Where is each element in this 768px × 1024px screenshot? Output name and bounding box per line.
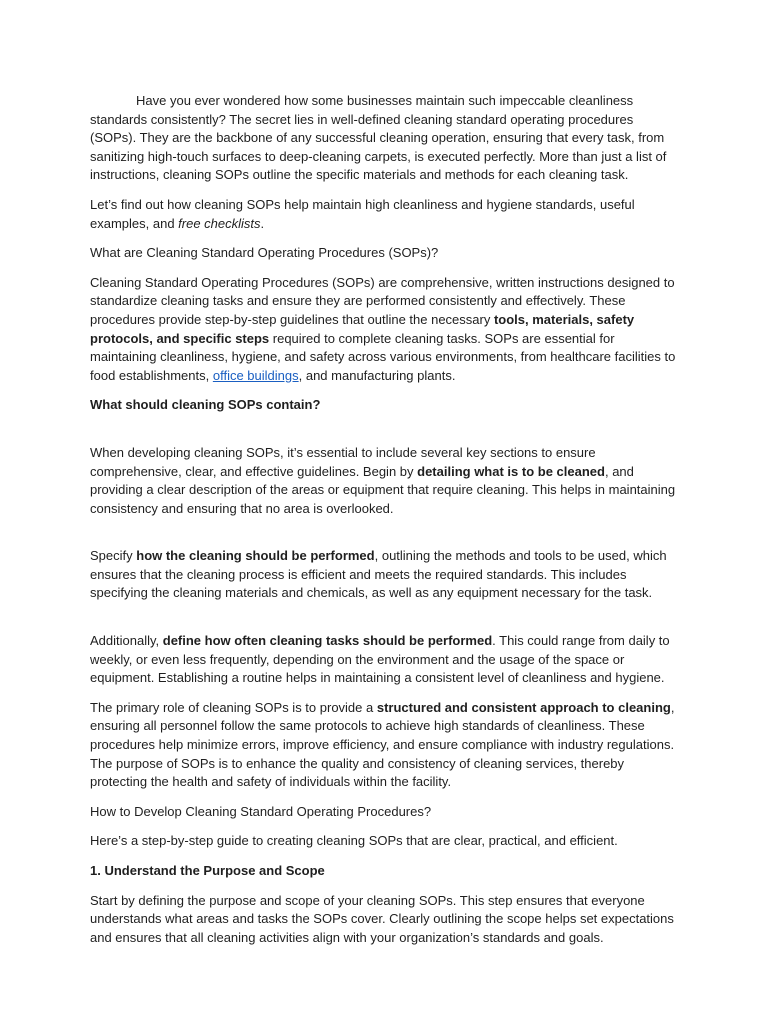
office-buildings-link[interactable]: office buildings [212,367,299,383]
sop-contents-heading: What should cleaning SOPs contain? [90,397,321,413]
step1-heading: 1. Understand the Purpose and Scope [90,863,325,878]
how-to-clean-paragraph: Specify how the cleaning should be performed, outlining the methods and tools to be used, which ensures that the cleaning process is efficient and meets the required standards. This includes specifying the cleaning materials and chemicals, as well as any equipment necessary for the task. [90,548,667,601]
step1-body: Start by defining the purpose and scope of your cleaning SOPs. This step ensures that everyone understands what areas and tasks the SOPs cover. Clearly outlining the scope helps set expectations and ensures that all cleaning activities align with your organization’s standards and goals. [90,892,674,945]
sop-definition-paragraph: Cleaning Standard Operating Procedures (SOPs) are comprehensive, written instructions designed to standardize cleaning tasks and ensure they are performed consistently and effectively. These procedures provide step-by-step guidelines that outline the necessary tools, materials, safety protocols, and specific steps required to complete cleaning tasks. SOPs are essential for maintaining cleanliness, hygiene, and safety across various environments, from healthcare facilities to food establishments, office buildings, and manufacturing plants. [90,274,676,383]
document-page [90,92,682,958]
intro-paragraph: Have you ever wondered how some businesses maintain such impeccable cleanliness standards consistently? The secret lies in well-defined cleaning standard operating procedures (SOPs). They are the backbone of any successful cleaning operation, ensuring that every task, from sanitizing high-touch surfaces to deep-cleaning carpets, is executed perfectly. More than just a list of instructions, cleaning SOPs outline the specific materials and methods for each cleaning task. [90,93,667,183]
what-are-sops-heading: What are Cleaning Standard Operating Procedures (SOPs)? [90,245,439,261]
primary-role-paragraph: The primary role of cleaning SOPs is to provide a structured and consistent approach to cleaning, ensuring all personnel follow the same protocols to achieve high standards of cleanliness. These procedures help minimize errors, improve efficiency, and ensure compliance with industry regulations. The purpose of SOPs is to enhance the quality and consistency of cleaning services, thereby protecting the health and safety of individuals within the facility. [90,699,675,790]
free-checklists-text: free checklists [178,215,261,231]
step-guide-intro: Here’s a step-by-step guide to creating cleaning SOPs that are clear, practical, and efficient. [90,833,618,849]
intro-followup-paragraph: Let’s find out how cleaning SOPs help maintain high cleanliness and hygiene standards, useful examples, and free checklists. [90,196,635,231]
what-to-clean-paragraph: When developing cleaning SOPs, it’s essential to include several key sections to ensure comprehensive, clear, and effective guidelines. Begin by detailing what is to be cleaned, and providing a clear description of the areas or equipment that require cleaning. This helps in maintaining consistency and ensuring that no area is overlooked. [90,444,676,516]
how-often-paragraph: Additionally, define how often cleaning tasks should be performed. This could range from daily to weekly, or even less frequently, depending on the environment and the usage of the space or equipment. Establishing a routine helps in maintaining a consistent level of cleanliness and hygiene. [90,633,670,686]
how-to-develop-heading: How to Develop Cleaning Standard Operating Procedures? [90,803,432,819]
